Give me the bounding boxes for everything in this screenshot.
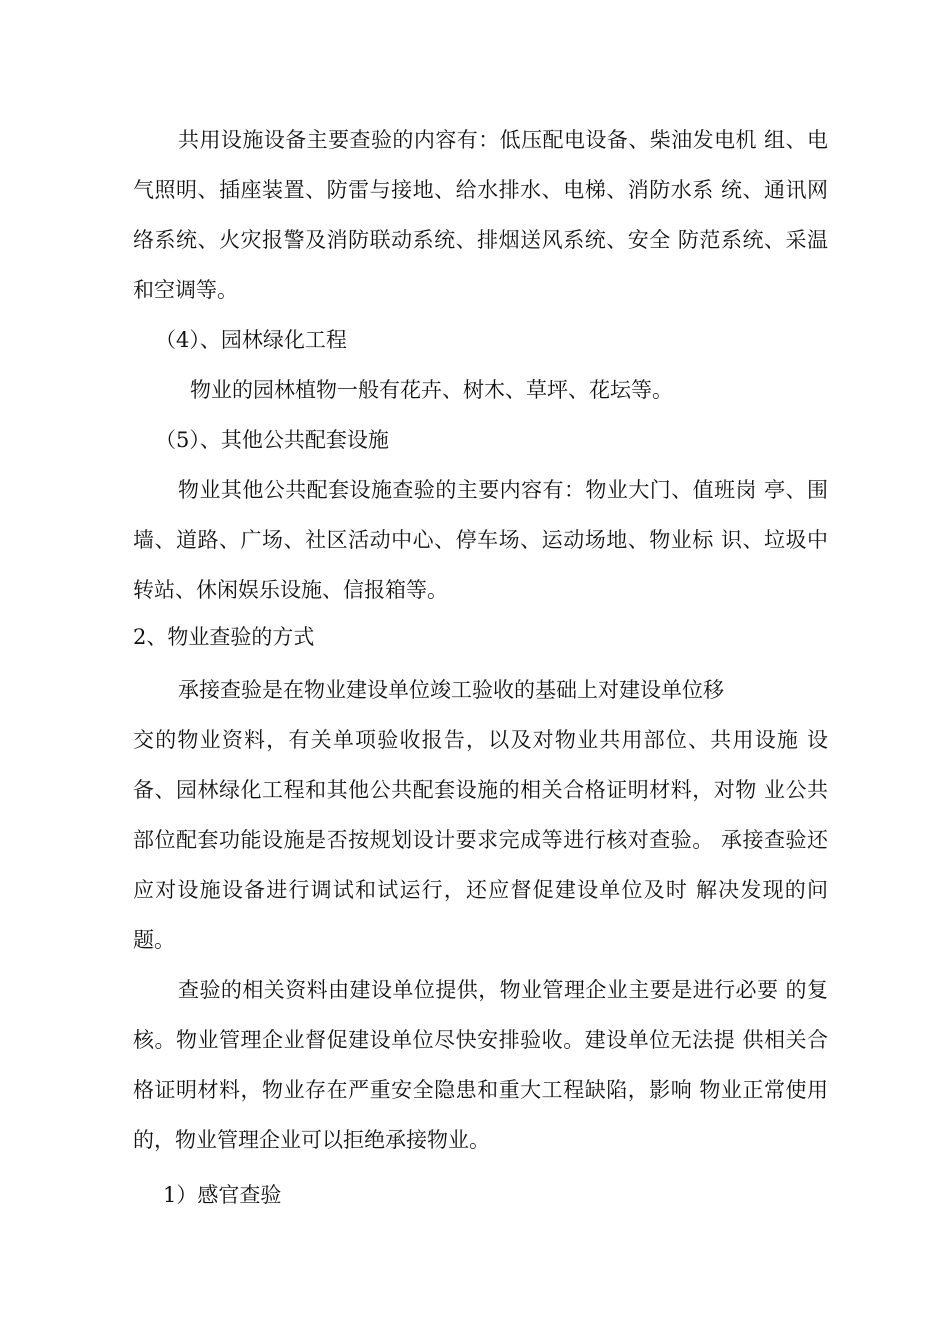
paragraph-line: 承接查验是在物业建设单位竣工验收的基础上对建设单位移 — [178, 678, 724, 702]
paragraph-line: 备、园林绿化工程和其他公共配套设施的相关合格证明材料，对物 业公共 — [133, 778, 828, 802]
paragraph-line: 应对设施设备进行调试和试运行，还应督促建设单位及时 解决发现的问 — [133, 878, 828, 902]
section-heading: 1）感官查验 — [163, 1183, 282, 1207]
paragraph-line: 题。 — [133, 928, 175, 952]
paragraph-line: 格证明材料，物业存在严重安全隐患和重大工程缺陷，影响 物业正常使用 — [133, 1078, 828, 1102]
section-heading: 2、物业查验的方式 — [133, 625, 315, 649]
paragraph-line: 转站、休闲娱乐设施、信报箱等。 — [133, 578, 448, 602]
section-heading: （4）、园林绿化工程 — [155, 328, 347, 352]
paragraph-line: 核。物业管理企业督促建设单位尽快安排验收。建设单位无法提 供相关合 — [133, 1028, 828, 1052]
paragraph-line: 和空调等。 — [133, 278, 238, 302]
paragraph-line: 部位配套功能设施是否按规划设计要求完成等进行核对查验。 承接查验还 — [133, 828, 828, 852]
paragraph-line: 的，物业管理企业可以拒绝承接物业。 — [133, 1128, 490, 1152]
paragraph-line: 物业其他公共配套设施查验的主要内容有：物业大门、值班岗 亭、围 — [178, 478, 828, 502]
paragraph-line: 共用设施设备主要查验的内容有：低压配电设备、柴油发电机 组、电 — [178, 128, 828, 152]
section-heading: （5）、其他公共配套设施 — [155, 428, 389, 452]
paragraph-line: 气照明、插座装置、防雷与接地、给水排水、电梯、消防水系 统、通讯网 — [133, 178, 828, 202]
paragraph-line: 墙、道路、广场、社区活动中心、停车场、运动场地、物业标 识、垃圾中 — [133, 528, 828, 552]
paragraph-line: 交的物业资料，有关单项验收报告，以及对物业共用部位、共用设施 设 — [133, 728, 828, 752]
paragraph-line: 络系统、火灾报警及消防联动系统、排烟送风系统、安全 防范系统、采温 — [133, 228, 828, 252]
paragraph-line: 查验的相关资料由建设单位提供，物业管理企业主要是进行必要 的复 — [178, 978, 828, 1002]
paragraph-line: 物业的园林植物一般有花卉、树木、草坪、花坛等。 — [190, 378, 673, 402]
